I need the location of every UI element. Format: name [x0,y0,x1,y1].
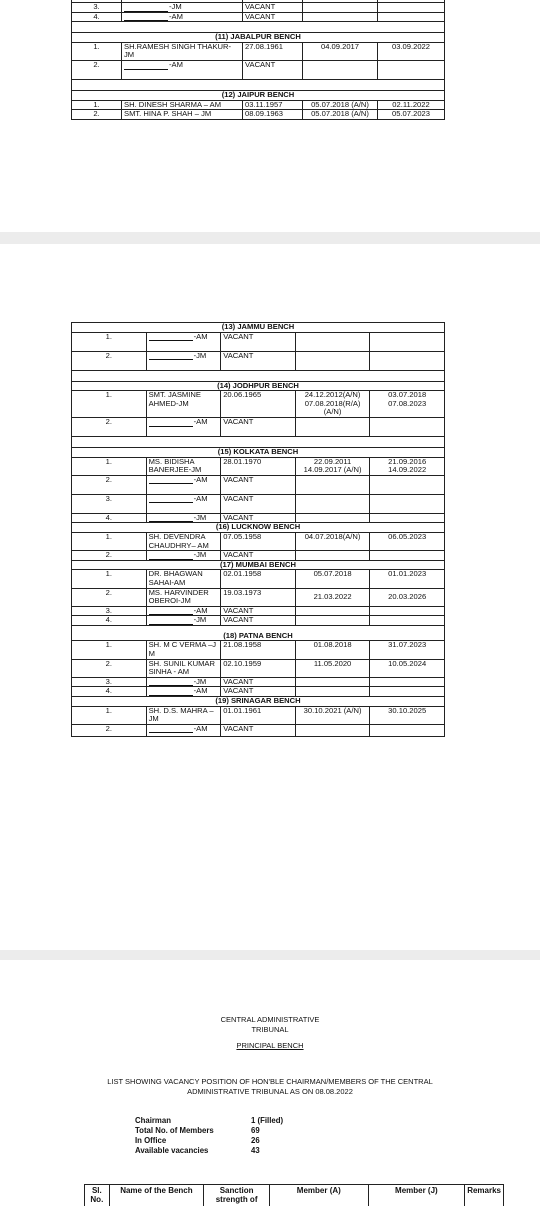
table-row: 4. -JM VACANT [72,513,445,523]
table-row: 2. -JM VACANT [72,351,445,370]
list-title-line-2: ADMINISTRATIVE TRIBUNAL AS ON 08.08.2022 [0,1087,540,1097]
table-row: 1. SH.RAMESH SINGH THAKUR-JM 27.08.1961 04.09.2017 03.09.2022 [72,42,445,60]
table-row: 2. -JM VACANT [72,551,445,561]
summary-row: Total No. of Members 69 [135,1126,283,1136]
bench-title-jodhpur: (14) JODHPUR BENCH [72,381,445,391]
table-row: 4. -AM VACANT [72,687,445,697]
table-row: 2. -AM VACANT [72,60,445,79]
col-remarks: Remarks [465,1185,504,1206]
table-row: 1. SMT. JASMINE AHMED-JM 20.06.1965 24.12.2012(A/N) 07.08.2018(R/A) (A/N) 03.07.2018 07.08.2023 [72,391,445,418]
org-name-line-1: CENTRAL ADMINISTRATIVE [0,1015,540,1025]
table-row: 1. MS. BIDISHA BANERJEE-JM 28.01.1970 22.09.2011 14.09.2017 (A/N) 21.09.2016 14.09.2022 [72,457,445,475]
list-title-line-1: LIST SHOWING VACANCY POSITION OF HON'BLE CHAIRMAN/MEMBERS OF THE CENTRAL [0,1077,540,1087]
col-sl-no: Sl. No. [85,1185,110,1206]
table-row: 2. -AM VACANT [72,417,445,436]
bench-table-jabalpur-jaipur [71,0,445,120]
table-row: 2. -AM VACANT [72,475,445,494]
bench-title-jabalpur: (11) JABALPUR BENCH [72,33,445,43]
document-page-1 [0,0,540,232]
bench-title-srinagar: (19) SRINAGAR BENCH [72,697,445,707]
table-row: 1. -AM VACANT [72,332,445,351]
summary-row: Available vacancies 43 [135,1146,283,1156]
table-row: 1. DR. BHAGWAN SAHAI-AM 02.01.1958 05.07.2018 01.01.2023 [72,570,445,588]
col-member-a: Member (A) [270,1185,369,1206]
table-row: 1. SH. M C VERMA –J M 21.08.1958 01.08.2018 31.07.2023 [72,641,445,659]
table-header-row [85,1185,504,1206]
table-row: 2. MS. HARVINDER OBEROI-JM 19.03.1973 21.03.2022 20.03.2026 [72,588,445,606]
summary-row: In Office 26 [135,1136,283,1146]
table-row: 3. -AM VACANT [72,494,445,513]
col-bench-name: Name of the Bench [109,1185,203,1206]
summary-row: Chairman 1 (Filled) [135,1116,283,1126]
table-row: 4. -JM VACANT [72,616,445,626]
table-row: 2. SMT. HINA P. SHAH – JM 08.09.1963 05.07.2018 (A/N) 05.07.2023 [72,110,445,120]
table-row: 3. -JM VACANT [72,677,445,687]
document-page-3 [0,960,540,1206]
table-row: 1. SH. D.S. MAHRA –JM 01.01.1961 30.10.2021 (A/N) 30.10.2025 [72,706,445,724]
bench-table-jammu-srinagar [71,322,445,737]
table-row: 2. SH. SUNIL KUMAR SINHA - AM 02.10.1959 11.05.2020 10.05.2024 [72,659,445,677]
col-sanction: Sanction strength of [204,1185,270,1206]
bench-title-kolkata: (15) KOLKATA BENCH [72,447,445,457]
bench-title-jaipur: (12) JAIPUR BENCH [72,90,445,100]
col-member-j: Member (J) [368,1185,465,1206]
bench-title-jammu: (13) JAMMU BENCH [72,323,445,333]
org-name-line-2: TRIBUNAL [0,1025,540,1035]
table-row: 1. SH. DEVENDRA CHAUDHRY– AM 07.05.1958 04.07.2018(A/N) 06.05.2023 [72,532,445,550]
table-row: 4. -AM VACANT [72,12,445,22]
vacancy-table-header [84,1184,504,1206]
bench-title-lucknow: (16) LUCKNOW BENCH [72,523,445,533]
table-row: 1. SH. DINESH SHARMA – AM 03.11.1957 05.07.2018 (A/N) 02.11.2022 [72,100,445,110]
document-page-2 [0,244,540,950]
table-row: 2. -AM VACANT [72,724,445,736]
bench-name: PRINCIPAL BENCH [0,1041,540,1051]
bench-title-mumbai: (17) MUMBAI BENCH [72,560,445,570]
table-row: 3. -AM VACANT [72,606,445,616]
table-row: 3. -JM VACANT [72,3,445,13]
vacancy-summary [135,1116,283,1156]
bench-title-patna: (18) PATNA BENCH [72,625,445,641]
